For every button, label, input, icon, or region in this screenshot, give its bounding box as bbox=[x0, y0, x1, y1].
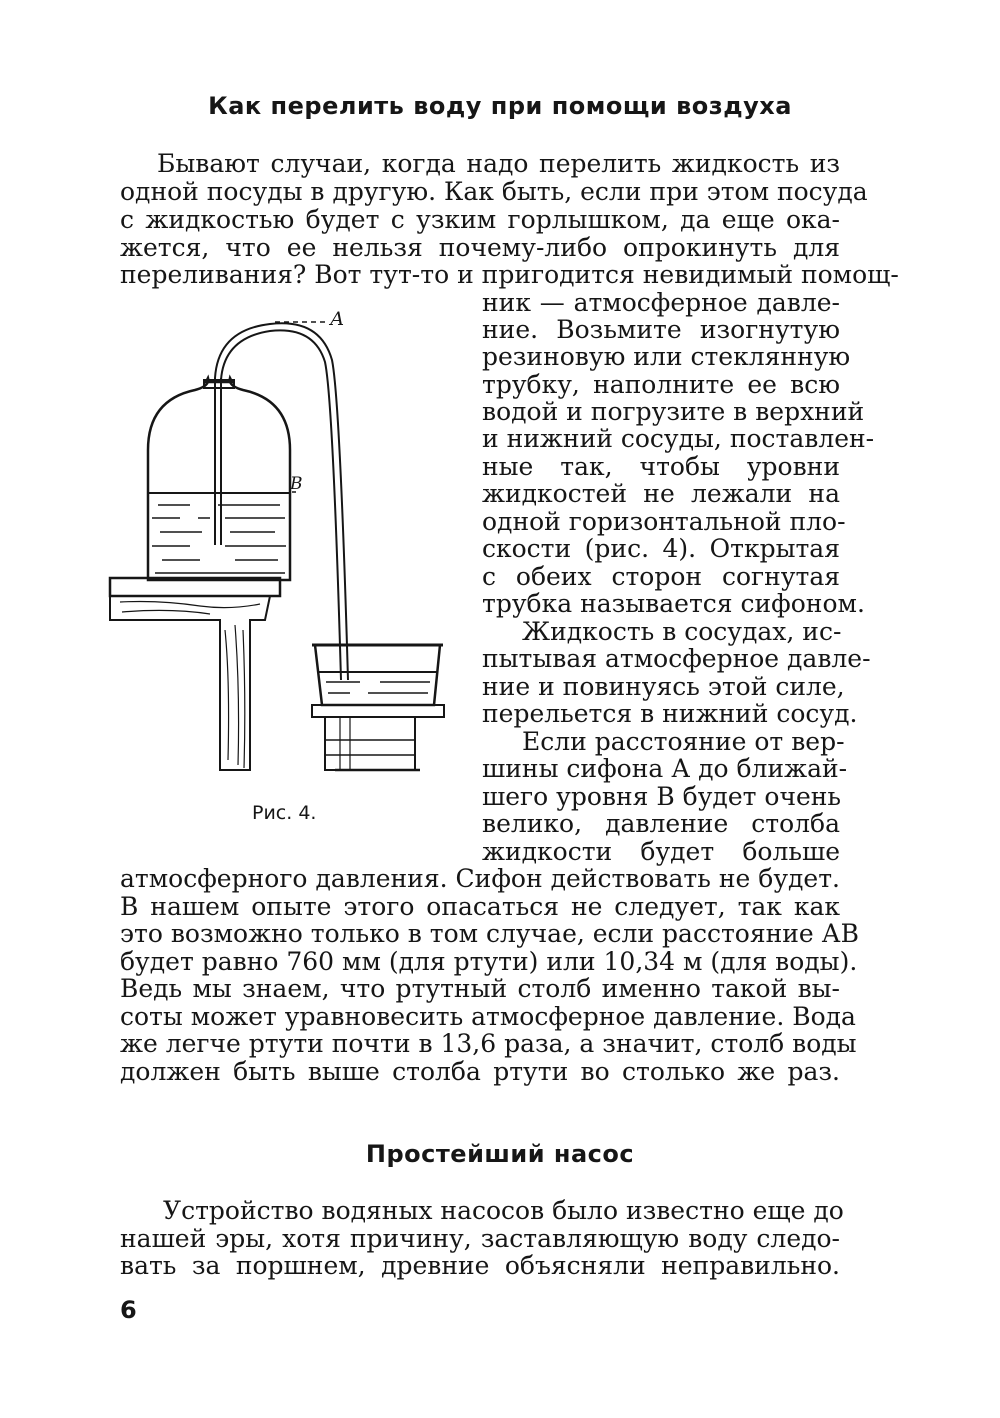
wrap-line: ние. Возьмите изогнутую bbox=[482, 315, 840, 344]
wrap-line: Если расстояние от вер- bbox=[522, 727, 845, 756]
wrap-line: велико, давление столба bbox=[482, 809, 840, 838]
wrap-line: жидкостей не лежали на bbox=[482, 479, 840, 508]
paragraph-line: с жидкостью будет с узким горлышком, да еще ока- bbox=[120, 205, 840, 234]
paragraph-line: вать за поршнем, древние объясняли неправильно. bbox=[120, 1251, 840, 1280]
paragraph-line: же легче ртути почти в 13,6 раза, а значит, столб воды bbox=[120, 1029, 857, 1058]
wrap-line: скости (рис. 4). Открытая bbox=[482, 534, 840, 563]
wrap-line: трубка называется сифоном. bbox=[482, 589, 865, 618]
figure-caption: Рис. 4. bbox=[252, 802, 317, 824]
paragraph-line: атмосферного давления. Сифон действовать не будет. bbox=[120, 864, 840, 893]
paragraph-line: переливания? Вот тут-то и пригодится невидимый помощ- bbox=[120, 260, 899, 289]
wrap-line: шего уровня В будет очень bbox=[482, 782, 842, 811]
wrap-line: с обеих сторон согнутая bbox=[482, 562, 840, 591]
wrap-line: ные так, чтобы уровни bbox=[482, 452, 840, 481]
wrap-line: шины сифона А до ближай- bbox=[482, 754, 848, 783]
figure-label-a: А bbox=[330, 308, 345, 330]
wrap-line: и нижний сосуды, поставлен- bbox=[482, 424, 875, 453]
wrap-line: ник — атмосферное давле- bbox=[482, 288, 840, 317]
paragraph-line: это возможно только в том случае, если расстояние АВ bbox=[120, 919, 859, 948]
paragraph-line: одной посуды в другую. Как быть, если при этом посуда bbox=[120, 177, 868, 206]
page-number: 6 bbox=[120, 1296, 137, 1324]
wrap-line: перельется в нижний сосуд. bbox=[482, 699, 858, 728]
paragraph-line: будет равно 760 мм (для ртути) или 10,34 м (для воды). bbox=[120, 947, 858, 976]
wrap-line: трубку, наполните ее всю bbox=[482, 370, 840, 399]
paragraph-line: В нашем опыте этого опасаться не следует, так как bbox=[120, 892, 840, 921]
paragraph-line: Бывают случаи, когда надо перелить жидкость из bbox=[157, 149, 840, 178]
wrap-line: резиновую или стеклянную bbox=[482, 342, 851, 371]
paragraph-line: Устройство водяных насосов было известно еще до bbox=[163, 1196, 844, 1225]
siphon-illustration bbox=[100, 300, 480, 780]
paragraph-line: соты может уравновесить атмосферное давление. Вода bbox=[120, 1002, 856, 1031]
wrap-line: Жидкость в сосудах, ис- bbox=[522, 617, 842, 646]
wrap-line: жидкости будет больше bbox=[482, 837, 840, 866]
wrap-line: водой и погрузите в верхний bbox=[482, 397, 865, 426]
wrap-line: ние и повинуясь этой силе, bbox=[482, 672, 845, 701]
section-title-siphon: Как перелить воду при помощи воздуха bbox=[208, 92, 792, 120]
wrap-line: пытывая атмосферное давле- bbox=[482, 644, 871, 673]
paragraph-line: нашей эры, хотя причину, заставляющую воду следо- bbox=[120, 1224, 840, 1253]
section-title-pump: Простейший насос bbox=[365, 1140, 635, 1168]
paragraph-line: должен быть выше столба ртути во столько же раз. bbox=[120, 1057, 840, 1086]
paragraph-line: жется, что ее нельзя почему-либо опрокинуть для bbox=[120, 233, 840, 262]
figure-label-b: В bbox=[290, 474, 303, 494]
paragraph-line: Ведь мы знаем, что ртутный столб именно такой вы- bbox=[120, 974, 840, 1003]
wrap-line: одной горизонтальной пло- bbox=[482, 507, 846, 536]
